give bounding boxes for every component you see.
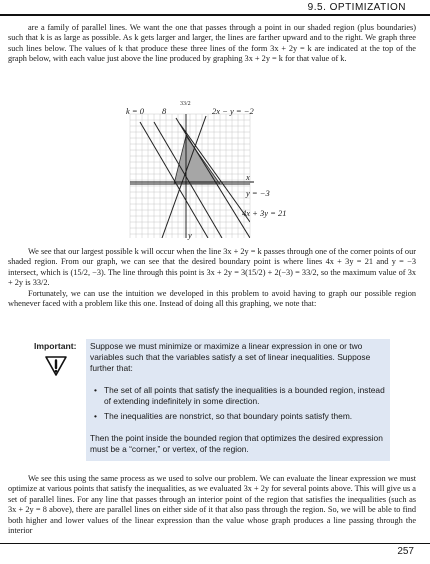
paragraph-1-text: are a family of parallel lines. We want the one that passes through a point in our shaded region (plus boundaries) such that k is as large as possible. As k gets larger and larger, the lines are farther upward and to the right. We graph three such lines below. The values of k that produce these three lines of the form 3x + 2y = k are indicated at the top of the graph below, with each value just above the line produced by graphing 3x + 2y = k for that value of k. <box>8 23 416 64</box>
inequality-graph <box>110 101 330 244</box>
paragraph-1 <box>8 23 416 65</box>
important-callout <box>34 339 392 463</box>
page-header <box>0 0 430 16</box>
line-label-4x-3y: 4x + 3y = 21 <box>242 208 287 218</box>
paragraph-2 <box>8 247 416 289</box>
line-label-y-3: y = −3 <box>246 188 270 198</box>
footer-rule <box>0 543 430 544</box>
k-label-0: k = 0 <box>126 106 145 116</box>
shaded-region <box>174 136 220 184</box>
section-title: 9.5. OPTIMIZATION <box>307 2 406 13</box>
important-bullet-2-text: The inequalities are nonstrict, so that boundary points satisfy them. <box>104 411 353 421</box>
important-box <box>86 339 390 461</box>
k-label-33-2: 33/2 <box>180 101 191 107</box>
paragraph-4 <box>8 474 416 536</box>
important-label-column <box>34 341 84 351</box>
paragraph-4-text: We see this using the same process as we used to solve our problem. We can evaluate the linear expression we must optimize at various points that satisfy the inequalities, as we evaluated 3x + 2y for several points above. This will give us a set of parallel lines. For any line that passes through an interior point of the region that satisfies the inequalities (such as 3x + 2y = 8 above), there are parallel lines on either side of it that also pass through the region. So, we will be able to find both higher and lower values of the linear expression than the value whose graph produces a line passing through the interior <box>8 474 416 536</box>
page-number: 257 <box>397 546 414 557</box>
paragraph-2-text: We see that our largest possible k will occur when the line 3x + 2y = k passes through one of the corner points of our shaded region. From our graph, we can see that the desired boundary point is where lines 4x + 3y = 21 and y = −3 intersect, which is (15/2, −3). The line through this point is 3x + 2y = 3(15/2) + 2(−3) = 33/2, so the maximum value of 3x + 2y is 33/2. <box>8 247 416 288</box>
important-title: Important: <box>34 341 77 351</box>
important-intro: Suppose we must minimize or maximize a linear expression in one or two variables such that the variables satisfy a set of linear inequalities. Suppose further that: <box>90 341 371 373</box>
graph-svg <box>110 104 330 244</box>
bullet-dot-icon: • <box>94 385 97 395</box>
important-conclusion: Then the point inside the bounded region that optimizes the desired expression must be a “corner,” or vertex, of the region. <box>90 433 383 454</box>
important-bullet-1 <box>94 385 388 407</box>
bullet-dot-icon: • <box>94 411 97 421</box>
line-label-2x-y: 2x − y = −2 <box>212 106 254 116</box>
y-axis-label: y <box>188 230 192 240</box>
x-axis-label: x <box>246 172 250 182</box>
header-rule <box>0 14 430 16</box>
paragraph-3-text: Fortunately, we can use the intuition we developed in this problem to avoid having to graph our possible region whenever faced with a problem like this one. Instead of doing all this graphing, we note that: <box>8 289 416 309</box>
warning-triangle-icon <box>44 355 68 377</box>
k-label-8: 8 <box>162 106 167 116</box>
paragraph-3 <box>8 289 416 310</box>
important-bullet-1-text: The set of all points that satisfy the inequalities is a bounded region, instead of extending indefinitely in some direction. <box>104 385 385 406</box>
important-bullet-2 <box>94 411 388 422</box>
